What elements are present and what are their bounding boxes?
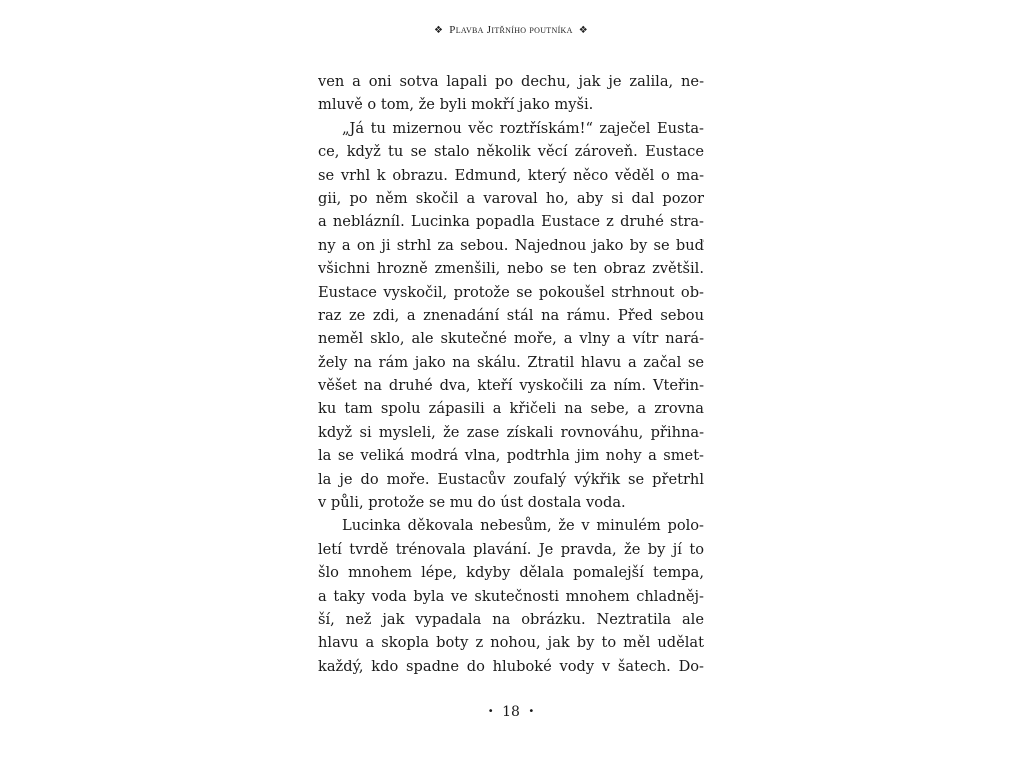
page-number-value: 18 xyxy=(502,704,520,720)
text-line: v půli, protože se mu do úst dostala voda. xyxy=(318,494,626,512)
text-line: ce, když tu se stalo několik věcí zároveň. Eustace xyxy=(318,143,704,161)
ornament-left-icon: ❖ xyxy=(433,25,444,36)
page-number xyxy=(318,704,704,720)
text-line: „Já tu mizernou věc roztřískám!“ zaječel Eusta- xyxy=(342,119,704,137)
text-line: la je do moře. Eustacův zoufalý výkřik se přetrhl xyxy=(318,470,704,488)
text-line: se vrhl k obrazu. Edmund, který něco věděl o ma- xyxy=(318,166,704,184)
text-line: Lucinka děkovala nebesům, že v minulém polo- xyxy=(342,517,704,535)
text-line: žely na rám jako na skálu. Ztratil hlavu a začal se xyxy=(318,353,704,371)
text-line: Eustace vyskočil, protože se pokoušel strhnout ob- xyxy=(318,283,704,301)
bullet-right-icon: • xyxy=(528,706,535,717)
text-line: ší, než jak vypadala na obrázku. Neztratila ale xyxy=(318,610,704,628)
text-line: ny a on ji strhl za sebou. Najednou jako by se buď xyxy=(318,236,704,254)
body-text xyxy=(318,70,704,678)
text-line: la se veliká modrá vlna, podtrhla jim nohy a smet- xyxy=(318,447,704,465)
text-line: ku tam spolu zápasili a křičeli na sebe, a zrovna xyxy=(318,400,704,418)
text-line: letí tvrdě trénovala plavání. Je pravda, že by jí to xyxy=(318,540,704,558)
text-line: gii, po něm skočil a varoval ho, aby si dal pozor xyxy=(318,189,704,207)
paragraph xyxy=(318,70,704,117)
paragraph xyxy=(318,514,704,678)
text-line: všichni hrozně zmenšili, nebo se ten obraz zvětšil. xyxy=(318,260,704,278)
text-line: když si mysleli, že zase získali rovnováhu, přihna- xyxy=(318,423,704,441)
text-line: a neblázníl. Lucinka popadla Eustace z druhé stra- xyxy=(318,213,704,231)
text-line: ven a oni sotva lapali po dechu, jak je zalila, ne- xyxy=(318,73,704,90)
text-line: raz ze zdi, a znenadání stál na rámu. Před sebou xyxy=(318,306,704,324)
text-line: a taky voda byla ve skutečnosti mnohem chladněj- xyxy=(318,587,704,605)
text-line: neměl sklo, ale skutečné moře, a vlny a vítr nará- xyxy=(318,330,704,348)
text-line: každý, kdo spadne do hluboké vody v šatech. Do- xyxy=(318,657,704,675)
text-line: šlo mnohem lépe, kdyby dělala pomalejší tempa, xyxy=(318,564,704,582)
paragraph xyxy=(318,117,704,515)
ornament-right-icon: ❖ xyxy=(578,25,589,36)
running-header xyxy=(318,24,704,36)
text-line: věšet na druhé dva, kteří vyskočili za ním. Vteřin- xyxy=(318,377,704,395)
running-header-title: Plavba Jitřního poutníka xyxy=(449,24,573,36)
text-line: hlavu a skopla boty z nohou, jak by to měl udělat xyxy=(318,634,704,652)
bullet-left-icon: • xyxy=(487,706,494,717)
text-line: mluvě o tom, že byli mokří jako myši. xyxy=(318,96,594,114)
